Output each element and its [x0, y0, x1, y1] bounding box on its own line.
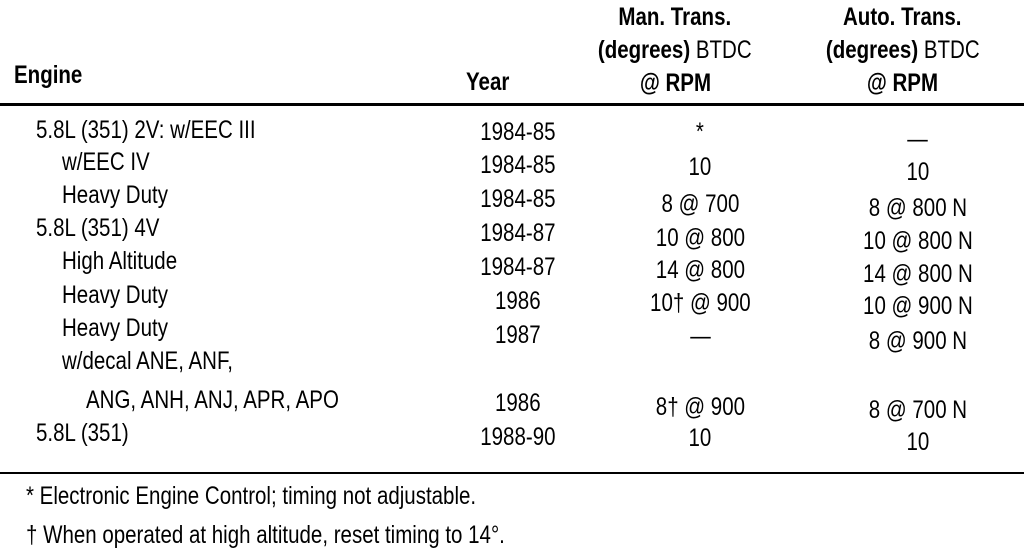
cell-year: 1984-85: [479, 151, 556, 179]
cell-auto: 8 @ 800 N: [868, 194, 967, 222]
cell-auto: 8 @ 700 N: [868, 396, 967, 424]
cell-man: 10: [688, 153, 712, 181]
header-engine: Engine: [14, 61, 83, 89]
footnote-asterisk: * Electronic Engine Control; timing not adjustable.: [26, 482, 477, 510]
table-row: 5.8L (351) 4V: [36, 214, 160, 242]
header-rule: [0, 103, 1024, 106]
table-row: High Altitude: [62, 247, 178, 275]
cell-year: 1984-85: [479, 118, 556, 146]
cell-year: 1986: [494, 389, 541, 417]
cell-man: 10† @ 900: [649, 289, 751, 317]
cell-auto: 10: [906, 428, 929, 456]
header-year: Year: [466, 68, 510, 96]
cell-auto: 10: [906, 158, 929, 186]
cell-man: 8 @ 700: [661, 190, 739, 218]
cell-man: —: [689, 322, 711, 350]
cell-year: 1984-85: [479, 185, 556, 213]
table-row: Heavy Duty: [62, 281, 168, 309]
cell-man: *: [696, 118, 704, 146]
cell-year: 1988-90: [479, 423, 556, 451]
cell-man: 10: [688, 424, 712, 452]
cell-auto: 10 @ 800 N: [862, 227, 973, 255]
table-row: w/decal ANE, ANF,: [62, 347, 233, 375]
table-row: 5.8L (351): [36, 419, 129, 447]
cell-year: 1986: [494, 287, 541, 315]
cell-auto: 10 @ 900 N: [862, 292, 973, 320]
header-man-trans: Man. Trans. (degrees) BTDC @ RPM: [598, 3, 752, 97]
cell-year: 1984-87: [479, 219, 556, 247]
footer-rule: [0, 472, 1024, 474]
header-auto-trans: Auto. Trans. (degrees) BTDC @ RPM: [825, 3, 980, 97]
table-row: 5.8L (351) 2V: w/EEC III: [36, 116, 256, 144]
cell-auto: 14 @ 800 N: [862, 260, 973, 288]
cell-man: 8† @ 900: [655, 393, 745, 421]
table-row: w/EEC IV: [62, 148, 150, 176]
cell-year: 1987: [494, 321, 541, 349]
cell-man: 14 @ 800: [655, 256, 745, 284]
footnote-dagger: † When operated at high altitude, reset timing to 14°.: [26, 521, 505, 549]
cell-auto: 8 @ 900 N: [868, 327, 967, 355]
cell-auto: —: [907, 125, 928, 153]
table-row: ANG, ANH, ANJ, APR, APO: [86, 386, 339, 414]
cell-man: 10 @ 800: [655, 224, 745, 252]
cell-year: 1984-87: [479, 253, 556, 281]
table-row: Heavy Duty: [62, 181, 168, 209]
table-row: Heavy Duty: [62, 314, 168, 342]
